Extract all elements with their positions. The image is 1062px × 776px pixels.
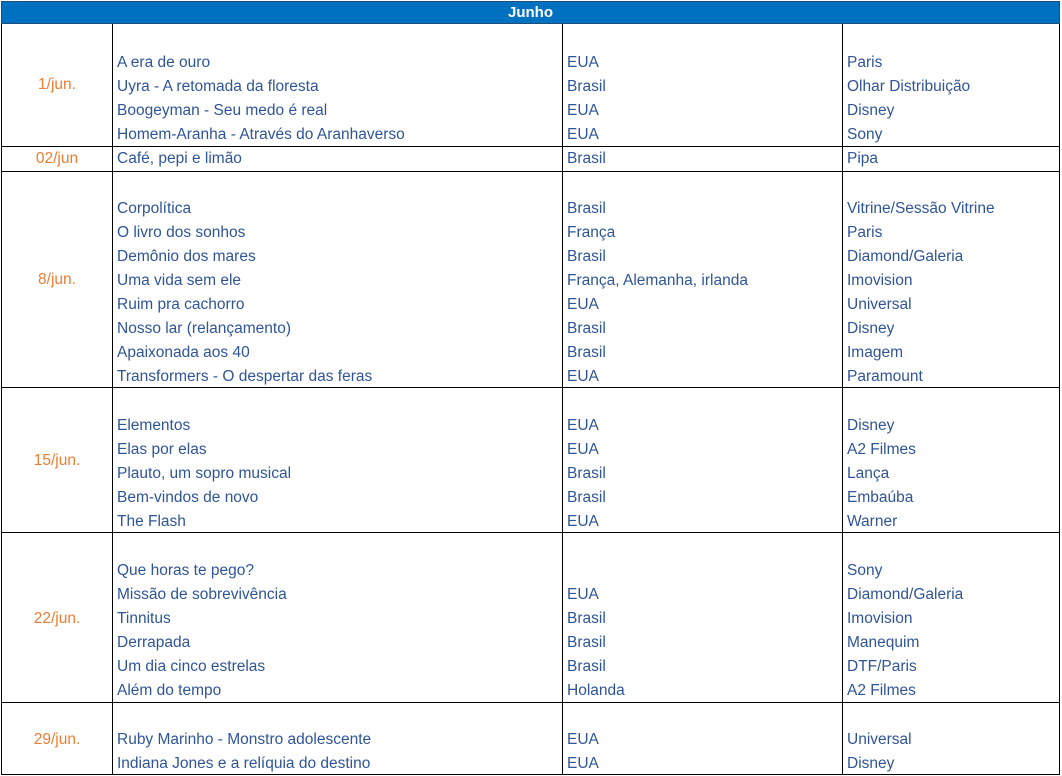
- distributor-cell[interactable]: A2 Filmes: [847, 441, 916, 458]
- movie-title-cell[interactable]: Derrapada: [117, 634, 191, 651]
- distributor-cell[interactable]: DTF/Paris: [847, 658, 917, 675]
- movie-title-cell[interactable]: Bem-vindos de novo: [117, 489, 259, 506]
- table-row: [2, 607, 1061, 631]
- table-row: [2, 438, 1061, 462]
- country-cell[interactable]: EUA: [567, 441, 599, 458]
- distributor-cell[interactable]: Paris: [847, 224, 883, 241]
- table-row: [2, 51, 1061, 75]
- distributor-cell[interactable]: Universal: [847, 731, 912, 748]
- movie-title-cell[interactable]: Plauto, um sopro musical: [117, 465, 292, 482]
- release-group: [1, 388, 1060, 533]
- distributor-cell[interactable]: Sony: [847, 126, 883, 143]
- country-cell[interactable]: EUA: [567, 417, 599, 434]
- table-row: [2, 147, 1061, 171]
- country-cell[interactable]: EUA: [567, 54, 599, 71]
- table-row: [2, 752, 1061, 776]
- movie-title-cell[interactable]: Um dia cinco estrelas: [117, 658, 266, 675]
- country-cell[interactable]: França: [567, 224, 616, 241]
- distributor-cell[interactable]: Sony: [847, 562, 883, 579]
- release-group: [1, 147, 1060, 172]
- country-cell[interactable]: Brasil: [567, 610, 606, 627]
- movie-title-cell[interactable]: O livro dos sonhos: [117, 224, 246, 241]
- movie-title-cell[interactable]: Corpolítica: [117, 200, 192, 217]
- country-cell[interactable]: EUA: [567, 731, 599, 748]
- movie-title-cell[interactable]: Boogeyman - Seu medo é real: [117, 102, 328, 119]
- movie-title-cell[interactable]: Uyra - A retomada da floresta: [117, 78, 319, 95]
- movie-title-cell[interactable]: Homem-Aranha - Através do Aranhaverso: [117, 126, 405, 143]
- distributor-cell[interactable]: Imovision: [847, 610, 913, 627]
- table-row: [2, 510, 1061, 534]
- distributor-cell[interactable]: Diamond/Galeria: [847, 586, 964, 603]
- table-row: [2, 559, 1061, 583]
- release-date-cell[interactable]: 22/jun.: [33, 610, 81, 627]
- distributor-cell[interactable]: Disney: [847, 320, 895, 337]
- movie-title-cell[interactable]: Indiana Jones e a relíquia do destino: [117, 755, 371, 772]
- movie-title-cell[interactable]: Nosso lar (relançamento): [117, 320, 292, 337]
- movie-title-cell[interactable]: Além do tempo: [117, 682, 222, 699]
- movie-title-cell[interactable]: Missão de sobrevivência: [117, 586, 287, 603]
- release-schedule-sheet: [1, 1, 1060, 775]
- distributor-cell[interactable]: Vitrine/Sessão Vitrine: [847, 200, 995, 217]
- distributor-cell[interactable]: Manequim: [847, 634, 920, 651]
- distributor-cell[interactable]: Pipa: [847, 150, 879, 167]
- movie-title-cell[interactable]: Apaixonada aos 40: [117, 344, 250, 361]
- country-cell[interactable]: Brasil: [567, 78, 606, 95]
- release-group: [1, 172, 1060, 388]
- table-row: [2, 631, 1061, 655]
- table-row: [2, 365, 1061, 389]
- table-row: [2, 269, 1061, 293]
- country-cell[interactable]: França, Alemanha, irlanda: [567, 272, 748, 289]
- country-cell[interactable]: [567, 559, 837, 583]
- distributor-cell[interactable]: Paramount: [847, 368, 923, 385]
- table-row: [2, 245, 1061, 269]
- country-cell[interactable]: Brasil: [567, 344, 606, 361]
- country-cell[interactable]: EUA: [567, 126, 599, 143]
- table-row: [2, 123, 1061, 147]
- table-row: [2, 583, 1061, 607]
- distributor-cell[interactable]: Olhar Distribuição: [847, 78, 971, 95]
- distributor-cell[interactable]: Imovision: [847, 272, 913, 289]
- movie-title-cell[interactable]: Demônio dos mares: [117, 248, 256, 265]
- country-cell[interactable]: EUA: [567, 102, 599, 119]
- table-row: [2, 99, 1061, 123]
- country-cell[interactable]: EUA: [567, 513, 599, 530]
- movie-title-cell[interactable]: Elas por elas: [117, 441, 207, 458]
- release-group: [1, 24, 1060, 147]
- movie-title-cell[interactable]: Transformers - O despertar das feras: [117, 368, 373, 385]
- distributor-cell[interactable]: Embaúba: [847, 489, 914, 506]
- country-cell[interactable]: EUA: [567, 755, 599, 772]
- country-cell[interactable]: Brasil: [567, 150, 606, 167]
- distributor-cell[interactable]: Warner: [847, 513, 898, 530]
- movie-title-cell[interactable]: Que horas te pego?: [117, 562, 255, 579]
- distributor-cell[interactable]: Universal: [847, 296, 912, 313]
- table-row: [2, 679, 1061, 703]
- country-cell[interactable]: Holanda: [567, 682, 625, 699]
- distributor-cell[interactable]: Disney: [847, 417, 895, 434]
- table-row: [2, 197, 1061, 221]
- movie-title-cell[interactable]: The Flash: [117, 513, 186, 530]
- country-cell[interactable]: Brasil: [567, 320, 606, 337]
- movie-title-cell[interactable]: A era de ouro: [117, 54, 211, 71]
- table-row: [2, 293, 1061, 317]
- country-cell[interactable]: Brasil: [567, 248, 606, 265]
- movie-title-cell[interactable]: Ruby Marinho - Monstro adolescente: [117, 731, 372, 748]
- release-date-cell[interactable]: 8/jun.: [38, 271, 76, 288]
- release-date-cell[interactable]: 02/jun: [35, 150, 79, 167]
- distributor-cell[interactable]: Disney: [847, 755, 895, 772]
- release-date-cell[interactable]: 15/jun.: [33, 452, 81, 469]
- table-row: [2, 341, 1061, 365]
- country-cell[interactable]: Brasil: [567, 634, 606, 651]
- table-row: [2, 486, 1061, 510]
- country-cell[interactable]: Brasil: [567, 489, 606, 506]
- table-row: [2, 317, 1061, 341]
- release-group: [1, 703, 1060, 775]
- movie-title-cell[interactable]: Elementos: [117, 417, 191, 434]
- table-row: [2, 462, 1061, 486]
- country-cell[interactable]: Brasil: [567, 658, 606, 675]
- movie-title-cell[interactable]: Ruim pra cachorro: [117, 296, 245, 313]
- distributor-cell[interactable]: Lança: [847, 465, 890, 482]
- table-row: [2, 221, 1061, 245]
- release-group: [1, 533, 1060, 703]
- country-cell[interactable]: Brasil: [567, 465, 606, 482]
- table-row: [2, 75, 1061, 99]
- movie-title-cell[interactable]: Café, pepi e limão: [117, 150, 242, 167]
- release-date-cell[interactable]: 29/jun.: [33, 731, 81, 748]
- country-cell[interactable]: EUA: [567, 296, 599, 313]
- distributor-cell[interactable]: Disney: [847, 102, 895, 119]
- month-header[interactable]: Junho: [1, 1, 1060, 24]
- distributor-cell[interactable]: Diamond/Galeria: [847, 248, 964, 265]
- distributor-cell[interactable]: Imagem: [847, 344, 903, 361]
- movie-title-cell[interactable]: Uma vida sem ele: [117, 272, 242, 289]
- table-row: [2, 655, 1061, 679]
- distributor-cell[interactable]: A2 Filmes: [847, 682, 916, 699]
- release-date-cell[interactable]: 1/jun.: [38, 76, 76, 93]
- country-cell[interactable]: Brasil: [567, 200, 606, 217]
- country-cell[interactable]: EUA: [567, 368, 599, 385]
- table-row: [2, 728, 1061, 752]
- table-row: [2, 414, 1061, 438]
- country-cell[interactable]: EUA: [567, 586, 599, 603]
- distributor-cell[interactable]: Paris: [847, 54, 883, 71]
- movie-title-cell[interactable]: Tinnitus: [117, 610, 171, 627]
